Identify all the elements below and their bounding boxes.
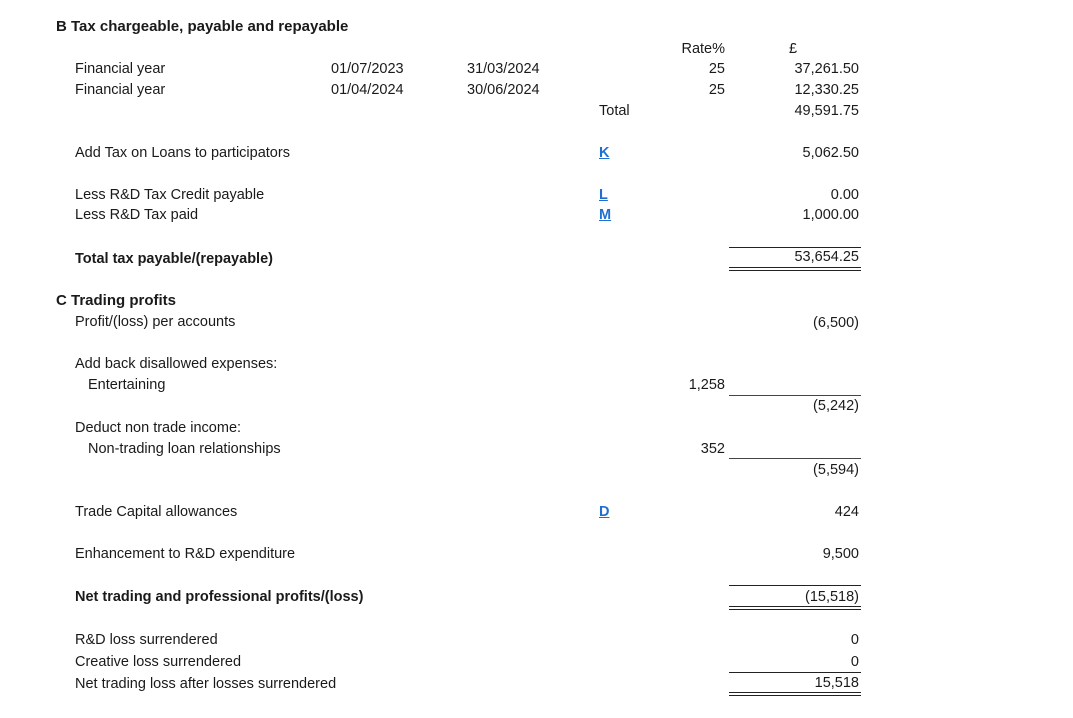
fy-rate: 25 [708, 61, 725, 77]
rd-paid-label: Less R&D Tax paid [75, 207, 199, 223]
net-after-rule-double [729, 692, 861, 696]
total-payable-label: Total tax payable/(repayable) [75, 251, 273, 267]
fy-amount: 12,330.25 [794, 82, 859, 98]
fy-from-date: 01/04/2024 [331, 82, 404, 98]
subtotal-1-amount: (5,242) [813, 398, 859, 414]
link-k[interactable]: K [599, 145, 610, 161]
subtotal-rule-2 [729, 458, 861, 459]
deduct-heading: Deduct non trade income: [75, 420, 242, 436]
fy-to-date: 30/06/2024 [467, 82, 540, 98]
net-trading-label: Net trading and professional profits/(loss) [75, 589, 364, 605]
net-after-label: Net trading loss after losses surrendered [75, 676, 337, 692]
rd-credit-label: Less R&D Tax Credit payable [75, 187, 265, 203]
fy-label: Financial year [75, 82, 166, 98]
subtotal-rule-1 [729, 395, 861, 396]
enhancement-label: Enhancement to R&D expenditure [75, 546, 296, 562]
currency-column-header: £ [789, 41, 798, 57]
profit-per-accounts-amount: (6,500) [813, 315, 859, 331]
profit-per-accounts-label: Profit/(loss) per accounts [75, 314, 236, 330]
loans-participators-label: Add Tax on Loans to participators [75, 145, 290, 161]
entertaining-amount: 1,258 [688, 377, 725, 393]
rd-paid-amount: 1,000.00 [802, 207, 859, 223]
entertaining-label: Entertaining [88, 377, 166, 393]
net-after-amount: 15,518 [814, 675, 859, 691]
total-payable-amount: 53,654.25 [794, 249, 859, 265]
fy-to-date: 31/03/2024 [467, 61, 540, 77]
total-rule-double [729, 267, 861, 271]
addback-heading: Add back disallowed expenses: [75, 356, 278, 372]
ntlr-label: Non-trading loan relationships [88, 441, 281, 457]
rd-loss-amount: 0 [850, 632, 859, 648]
creative-loss-amount: 0 [850, 654, 859, 670]
link-d[interactable]: D [599, 504, 610, 520]
capital-allowances-amount: 424 [834, 504, 859, 520]
fy-from-date: 01/07/2023 [331, 61, 404, 77]
section-c-title: C Trading profits [56, 292, 176, 309]
subtotal-2-amount: (5,594) [813, 462, 859, 478]
creative-loss-label: Creative loss surrendered [75, 654, 242, 670]
rate-column-header: Rate% [681, 41, 725, 57]
link-l[interactable]: L [599, 187, 608, 203]
net-trading-rule-double [729, 606, 861, 610]
capital-allowances-label: Trade Capital allowances [75, 504, 238, 520]
fy-rate: 25 [708, 82, 725, 98]
total-label: Total [599, 103, 630, 119]
net-trading-amount: (15,518) [804, 589, 859, 605]
enhancement-amount: 9,500 [822, 546, 859, 562]
net-after-rule-top [729, 672, 861, 673]
rd-loss-label: R&D loss surrendered [75, 632, 218, 648]
rd-credit-amount: 0.00 [830, 187, 859, 203]
total-amount: 49,591.75 [794, 103, 859, 119]
section-b-title: B Tax chargeable, payable and repayable [56, 18, 349, 35]
loans-participators-amount: 5,062.50 [802, 145, 859, 161]
fy-label: Financial year [75, 61, 166, 77]
link-m[interactable]: M [599, 207, 612, 223]
net-trading-rule-top [729, 585, 861, 586]
ntlr-amount: 352 [700, 441, 725, 457]
fy-amount: 37,261.50 [794, 61, 859, 77]
